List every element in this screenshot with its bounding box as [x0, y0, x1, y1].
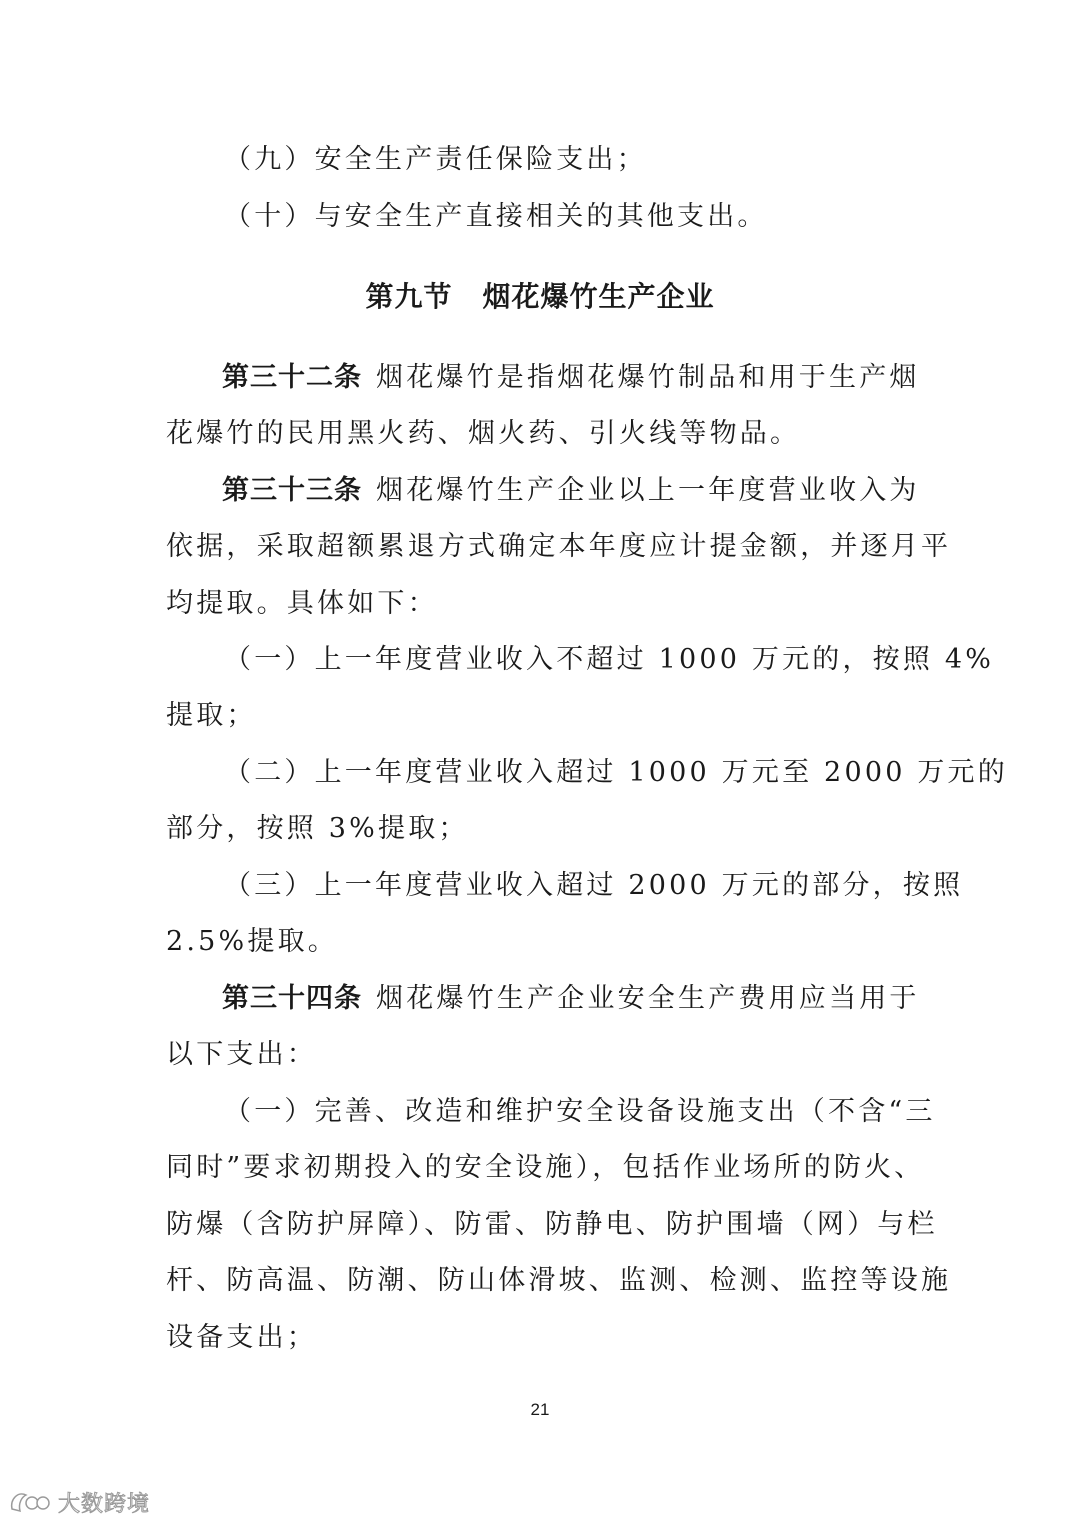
article-34-item-1-line-5: 设备支出；: [166, 1322, 317, 1353]
article-33-item-3-line-1: （三）上一年度营业收入超过 2000 万元的部分，按照: [224, 870, 964, 901]
article-34-text: 烟花爆竹生产企业安全生产费用应当用于: [376, 983, 920, 1014]
article-33-item-2-line-1: （二）上一年度营业收入超过 1000 万元至 2000 万元的: [224, 757, 1008, 788]
item-nine: （九）安全生产责任保险支出；: [224, 144, 647, 175]
article-32-label: 第三十二条: [222, 362, 362, 393]
article-33-item-1-line-1: （一）上一年度营业收入不超过 1000 万元的，按照 4%: [224, 644, 995, 675]
article-33-text: 烟花爆竹生产企业以上一年度营业收入为: [376, 475, 920, 506]
article-33-line-1: [222, 471, 920, 511]
article-32-line-1: [222, 358, 920, 398]
article-33-item-2-line-2: 部分，按照 3%提取；: [166, 813, 469, 844]
section-number: 第九节: [365, 280, 453, 313]
item-ten: （十）与安全生产直接相关的其他支出。: [224, 201, 768, 232]
section-title: 烟花爆竹生产企业: [482, 280, 715, 313]
article-33-item-3-line-2: 2.5%提取。: [166, 926, 338, 957]
article-34-line-1: [222, 979, 920, 1019]
article-33-line-2: 依据，采取超额累退方式确定本年度应计提金额，并逐月平: [166, 531, 952, 562]
watermark-text: 大数跨境: [58, 1491, 151, 1517]
article-33-item-1-line-2: 提取；: [166, 700, 257, 731]
article-33-line-3: 均提取。具体如下：: [166, 588, 438, 619]
watermark: [8, 1485, 150, 1519]
article-33-label: 第三十三条: [222, 475, 362, 506]
watermark-logo-icon: [8, 1487, 52, 1517]
article-34-item-1-line-3: 防爆（含防护屏障）、防雷、防静电、防护围墙（网）与栏: [166, 1209, 938, 1240]
article-32-line-2: 花爆竹的民用黑火药、烟火药、引火线等物品。: [166, 418, 801, 449]
article-34-item-1-line-4: 杆、防高温、防潮、防山体滑坡、监测、检测、监控等设施: [166, 1265, 952, 1296]
article-32-text: 烟花爆竹是指烟花爆竹制品和用于生产烟: [376, 362, 920, 393]
article-34-item-1-line-1: （一）完善、改造和维护安全设备设施支出（不含“三: [224, 1096, 936, 1127]
article-34-line-2: 以下支出：: [166, 1039, 317, 1070]
page-number: 21: [530, 1400, 550, 1419]
article-34-item-1-line-2: 同时”要求初期投入的安全设施），包括作业场所的防火、: [166, 1152, 925, 1183]
section-heading: [0, 277, 1080, 317]
article-34-label: 第三十四条: [222, 983, 362, 1014]
